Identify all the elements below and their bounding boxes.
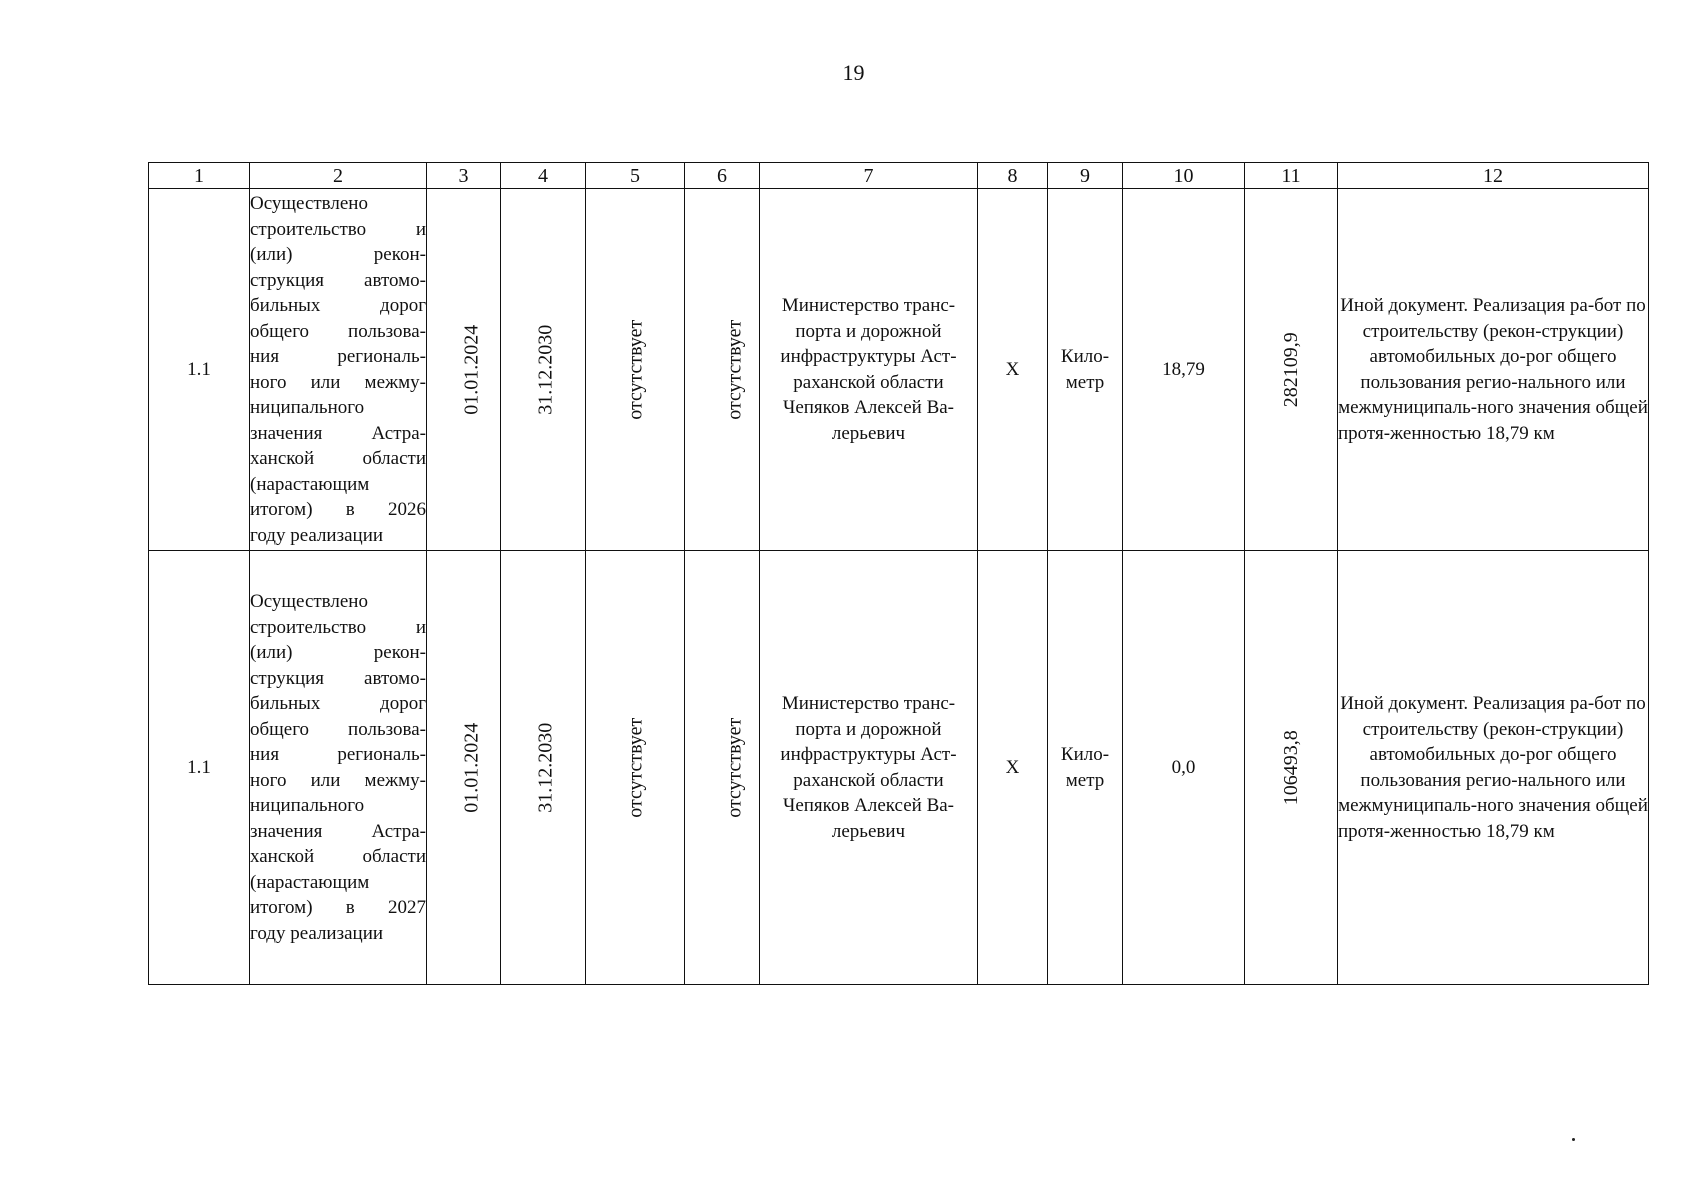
header-cell: 4 [501,163,586,189]
header-cell: 11 [1245,163,1338,189]
header-cell: 8 [978,163,1048,189]
document-text: Иной документ. Реализация ра-бот по строительству (рекон-струкции) автомобильных до-рог общего пользования регио-нального или межмуниципаль-ного значения общей протя-женностью 18,79 км [1338,189,1649,551]
name-line: строительство и [250,218,426,240]
row-number: 1.1 [149,189,250,551]
unit: Кило-метр [1048,551,1123,985]
value: 18,79 [1123,189,1245,551]
name-line: (нарастающим [250,473,370,495]
value: 0,0 [1123,551,1245,985]
name-line: ния региональ- [250,744,426,766]
header-cell: 12 [1338,163,1649,189]
name-line: бильных дорог [250,693,426,715]
end-date: 31.12.2030 [534,722,557,813]
end-date-cell [501,551,586,985]
document-text: Иной документ. Реализация ра-бот по строительству (рекон-струкции) автомобильных до-рог общего пользования регио-нального или межмуниципаль-ного значения общей протя-женностью 18,79 км [1338,551,1649,985]
start-date-cell [427,551,501,985]
table-row [149,189,1649,551]
header-cell: 7 [760,163,978,189]
amount-cell [1245,551,1338,985]
name-line: Осуществлено [250,591,368,613]
header-cell: 9 [1048,163,1123,189]
header-cell: 10 [1123,163,1245,189]
responsible: Министерство транс-порта и дорожной инфраструктуры Аст-раханской области Чепяков Алексей Ва-лерьевич [760,189,978,551]
name-line: ханской области [250,448,426,470]
name-line: значения Астра- [250,422,426,444]
name-line: значения Астра- [250,820,426,842]
name-line: ниципального [250,397,365,419]
col8-mark: X [978,189,1048,551]
unit: Кило-метр [1048,189,1123,551]
header-cell: 6 [685,163,760,189]
name-line: ниципального [250,795,365,817]
row-number: 1.1 [149,551,250,985]
name-line: итогом) в 2027 [250,897,426,919]
col6-cell [685,189,760,551]
name-line: общего пользова- [250,320,426,342]
header-cell: 3 [427,163,501,189]
start-date: 01.01.2024 [460,722,483,813]
end-date-cell [501,189,586,551]
name-line: году реализации [250,922,384,944]
col5-text: отсутствует [624,717,647,818]
result-name [250,551,427,985]
header-cell: 1 [149,163,250,189]
page-number: 19 [842,60,865,85]
col6-cell [685,551,760,985]
name-line: году реализации [250,524,384,546]
results-table [148,162,1649,985]
col5-text: отсутствует [624,319,647,420]
name-line: ного или межму- [250,371,426,393]
amount: 282109,9 [1279,332,1302,408]
start-date-cell [427,189,501,551]
col6-text: отсутствует [723,319,746,420]
header-row [149,163,1649,189]
start-date: 01.01.2024 [460,324,483,415]
header-cell: 2 [250,163,427,189]
end-date: 31.12.2030 [534,324,557,415]
responsible: Министерство транс-порта и дорожной инфраструктуры Аст-раханской области Чепяков Алексей Ва-лерьевич [760,551,978,985]
amount-cell [1245,189,1338,551]
name-line: (нарастающим [250,871,370,893]
name-line: общего пользова- [250,718,426,740]
name-line: итогом) в 2026 [250,499,426,521]
name-line: ного или межму- [250,769,426,791]
name-line: бильных дорог [250,295,426,317]
table-row [149,551,1649,985]
name-line: ния региональ- [250,346,426,368]
name-line: ханской области [250,846,426,868]
header-cell: 5 [586,163,685,189]
name-line: струкция автомо- [250,667,426,689]
col6-text: отсутствует [723,717,746,818]
name-line: строительство и [250,616,426,638]
col8-mark: X [978,551,1048,985]
amount: 106493,8 [1279,730,1302,806]
name-line: (или) рекон- [250,244,426,266]
name-line: Осуществлено [250,193,368,215]
result-name [250,189,427,551]
name-line: струкция автомо- [250,269,426,291]
stray-dot [1572,1138,1575,1141]
col5-cell [586,551,685,985]
name-line: (или) рекон- [250,642,426,664]
col5-cell [586,189,685,551]
